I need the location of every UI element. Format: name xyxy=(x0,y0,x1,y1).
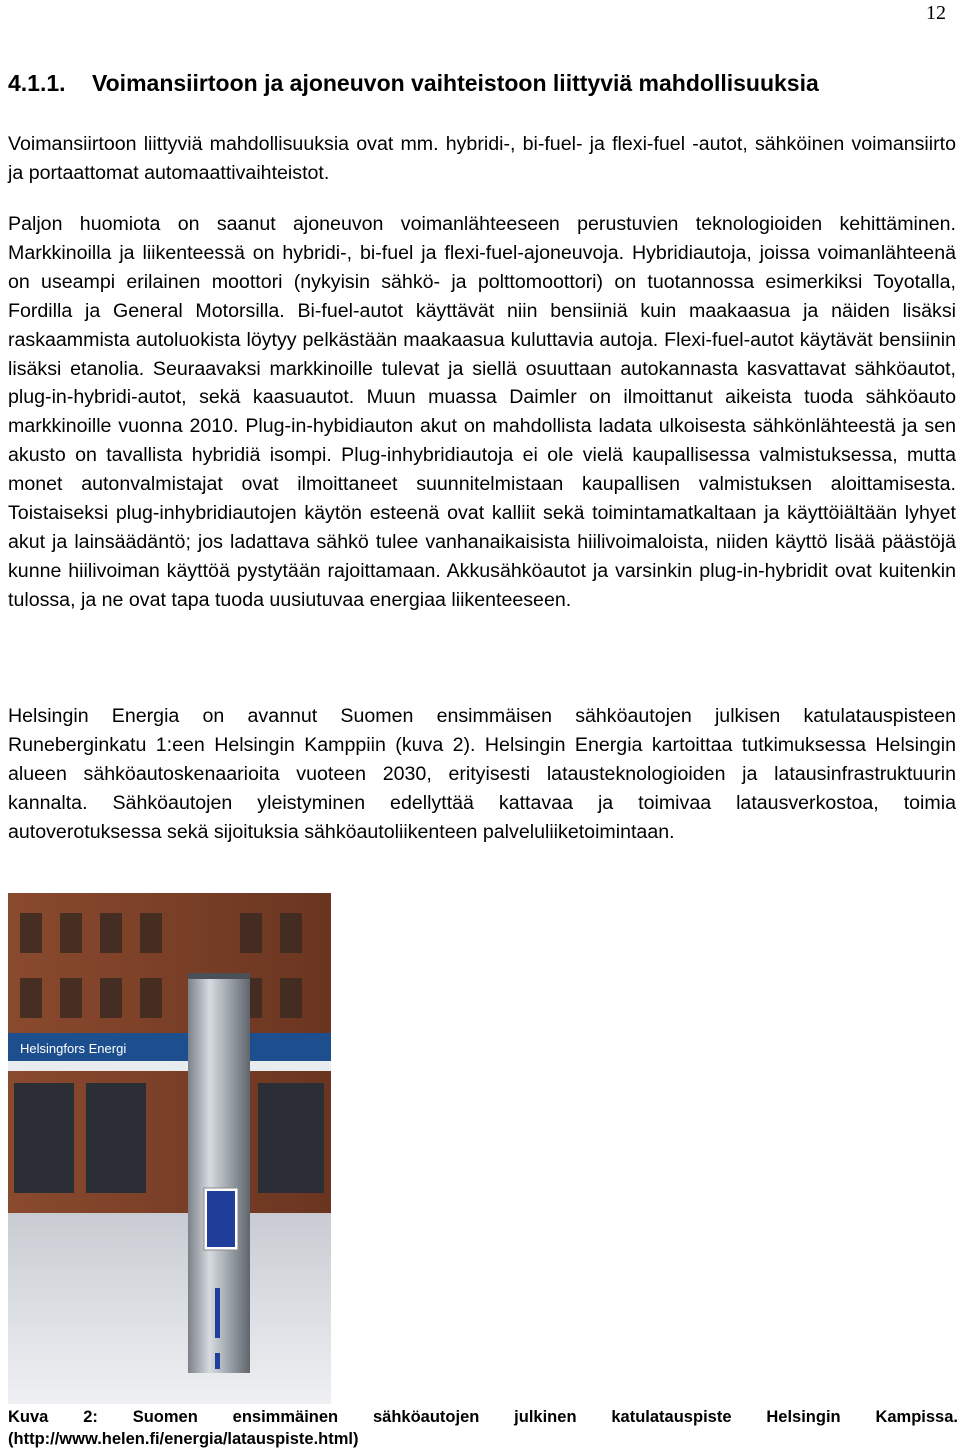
page-number: 12 xyxy=(926,2,946,24)
caption-url: (http://www.helen.fi/energia/latauspiste.html) xyxy=(8,1430,359,1448)
section-heading xyxy=(8,70,952,97)
caption-text: Kuva 2: Suomen ensimmäinen sähköautojen julkinen katulatauspiste Helsingin Kampissa. xyxy=(8,1408,958,1426)
figure-caption xyxy=(8,1406,958,1450)
paragraph-technologies: Paljon huomiota on saanut ajoneuvon voimanlähteeseen perustuvien teknologioiden kehittäminen. Markkinoilla ja liikenteessä on hybridi-, bi-fuel ja flexi-fuel-ajoneuvoja. Hybridiautoja, joissa voimanlähteenä on useampi erilainen moottori (nykyisin sähkö- ja polttomoottori) on tuotannossa esimerkiksi Toyotalla, Fordilla ja General Motorsilla. Bi-fuel-autot käyttävät niin bensiiniä kuin maakaasua ja näiden lisäksi raskaammista autoluokista löytyy pelkästään maakaasua kuluttavia autoja. Flexi-fuel-autot käytävät bensiinin lisäksi etanolia. Seuraavaksi markkinoille tulevat ja siellä osuuttaan autokannasta kasvattavat sähköautot, plug-in-hybridi-autot, sekä kaasuautot. Muun muassa Daimler on ilmoittanut aikeista tuoda sähköauto markkinoille vuonna 2010. Plug-in-hybidiauton akut on mahdollista ladata ulkoisesta sähkönlähteestä ja sen akusto on tavallista hybridiä isompi. Plug-inhybridiautoja ei ole vielä kaupallisessa valmistuksessa, mutta monet autonvalmistajat ovat ilmoittaneet suunnitelmistaan kaupallisen valmistuksen aloittamisesta. Toistaiseksi plug-inhybridiautojen käytön esteenä ovat kalliit sekä toimintamatkaltaan ja käyttöiältään lyhyet akut ja lainsäädäntö; jos ladattava sähkö tulee vanhanaikaisista hiilivoimaloista, niiden käyttö lisää päästöjä kunne hiilivoiman käyttöä pystytään rajoittamaan. Akkusähköautot ja varsinkin plug-in-hybridit ovat kuitenkin tulossa, ja ne ovat tapa tuoda uusiutuvaa energiaa liikenteeseen. xyxy=(8,213,956,611)
paragraph-intro: Voimansiirtoon liittyviä mahdollisuuksia ovat mm. hybridi-, bi-fuel- ja flexi-fuel -autot, sähköinen voimansiirto ja portaattomat automaattivaihteistot. xyxy=(8,133,956,184)
charging-station-photo xyxy=(8,893,331,1404)
paragraph-helsingin-energia: Helsingin Energia on avannut Suomen ensimmäisen sähköautojen julkisen katulatauspisteen Runeberginkatu 1:een Helsingin Kamppiin (kuva 2). Helsingin Energia kartoittaa tutkimuksessa Helsingin alueen sähköautoskenaarioita vuoteen 2030, erityisesti latausteknоlogioiden ja latausinfrastruktuurin kannalta. Sähköautojen yleistyminen edellyttää kattavaa ja toimivaa latausverkostoa, toimia autoverotuksessa sekä sijoituksia sähköautoliikenteen palveluliiketoimintaan. xyxy=(8,705,956,843)
section-title: Voimansiirtoon ja ajoneuvon vaihteistoon liittyviä mahdollisuuksia xyxy=(92,70,819,96)
building-sign-text: Helsingfors Energi xyxy=(20,1041,127,1056)
section-number: 4.1.1. xyxy=(8,70,66,96)
